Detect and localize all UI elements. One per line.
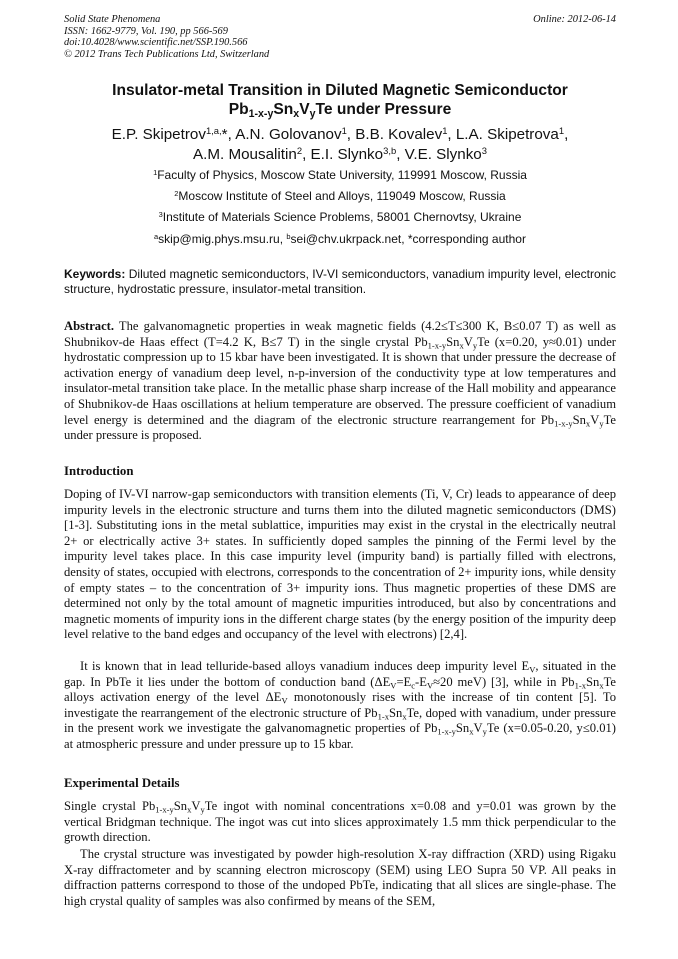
doi-line: doi:10.4028/www.scientific.net/SSP.190.566 [64,37,248,49]
online-date: Online: 2012-06-14 [533,14,616,25]
introduction-paragraph-1: Doping of IV-VI narrow-gap semiconductors with transition elements (Ti, V, Cr) leads to appearance of deep impurity levels in the electronic structure and turns them into the diluted magnetic semiconductors (DMS) [1-3]. Substituting ions in the metal sublattice, impurities may exist in the crystal in the electrically neutral 2+ or electrically active 3+ states. In sufficiently doped samples the pinning of the Fermi level by the impurity level takes place. In this case impurity level (impurity band) is partially filled with electrons, density of states, occupied with electrons, corresponds to the concentration of 2+ impurity ions, while density of empty states – to the concentration of 3+ impurity ions. Thus magnetic properties of these DMS are determined not only by the total amount of magnetic impurities introduced, but also by concentrations and magnetic moments of impurity ions in the different charge states (by the energy position of the impurity deep level relative to the band edges and occupancy of the level with electrons) [2,4]. [64,487,617,642]
experimental-paragraph-1: Single crystal $Pb_{1-x-y}Sn_xV_yTe$ ingot with nominal concentrations x=0.08 and y=0.01 was grown by the vertical Bridgman technique. The ingot was cut into slices approximately 1.5 mm thick perpendicular to the growth direction. [64,799,616,845]
issn-line: ISSN: 1662-9779, Vol. 190, pp 566-569 [64,25,228,37]
author-list [64,125,616,165]
keywords-text: Diluted magnetic semiconductors, IV-VI semiconductors, vanadium impurity level, electronic structure, hydrostatic pressure, insulator-metal transition. [64,267,616,296]
journal-header [64,14,616,60]
section-heading-introduction: Introduction [64,464,134,478]
formula: $Pb_{1-x-y}Sn_xV_yTe$ [414,334,490,351]
affiliation-3: $^3$Institute of Materials Science Problems, 58001 Chernovtsy, Ukraine [158,209,522,224]
affiliation-2: $^2$Moscow Institute of Steel and Alloys, 119049 Moscow, Russia [174,188,506,203]
introduction-paragraph-2: It is known that in lead telluride-based alloys vanadium induces deep impurity level $E_V$, situated in the gap. In PbTe it lies under the bottom of conduction band ($\Delta E_V=E_c-E_V\approx 20$ meV) [3], while in $Pb_{1-x}Sn_xTe$ alloys activation energy of the level $\Delta E_V$ monotonously rises with the increase of tin content [5]. To investigate the rearrangement of the electronic structure of $Pb_{1-x}Sn_xTe$, doped with vanadium, under pressure in the present work we investigate the galvanomagnetic properties of $Pb_{1-x-y}Sn_xV_yTe$ (x=0.05-0.20, y≤0.01) at atmospheric pressure and under pressure up to 15 kbar. [64,659,616,751]
keywords [64,267,616,297]
author-line-2: A.M. Mousalitin$^2$, E.I. Slynko$^{3,b}$, V.E. Slynko$^3$ [193,144,487,163]
email-line: $^a$skip@mig.phys.msu.ru, $^b$sei@chv.ukrpack.net, *corresponding author [154,231,526,246]
title-line-1: Insulator-metal Transition in Diluted Magnetic Semiconductor [112,82,568,99]
author-line-1: E.P. Skipetrov$^{1,a,}$*, A.N. Golovanov$^1$, B.B. Kovalev$^1$, L.A. Skipetrova$^1$, [111,124,569,143]
title-line-2: $Pb_{1-x-y}Sn_xV_yTe$ under Pressure [228,101,452,121]
affiliation-1: $^1$Faculty of Physics, Moscow State University, 119991 Moscow, Russia [153,167,527,182]
abstract-label: Abstract. [64,319,115,333]
paper-title [64,81,616,119]
formula: $Pb_{1-x-y}Sn_xV_yTe$ [540,412,616,429]
copyright-line: © 2012 Trans Tech Publications Ltd, Switzerland [64,48,270,60]
section-heading-experimental: Experimental Details [64,776,180,790]
keywords-label: Keywords: [64,267,126,281]
journal-name: Solid State Phenomena [64,14,161,25]
abstract: Abstract. The galvanomagnetic properties in weak magnetic fields (4.2≤T≤300 K, B≤0.07 T) as well as Shubnikov-de Haas effect (T=4.2 K, B≤7 T) in the single crystal $Pb_{1-x-y}Sn_xV_yTe$ (x=0.20, y≈0.01) under hydrostatic compression up to 15 kbar have been investigated. It is shown that under pressure the decrease of activation energy of vanadium deep level, n-p-inversion of the conductivity type at low temperatures and insulator-metal transition take place. In the metallic phase sharp increase of the Hall mobility and appearance of Shubnikov-de Haas oscillations at helium temperature are observed. The pressure coefficient of vanadium level energy is determined and the diagram of the electronic structure rearrangement for $Pb_{1-x-y}Sn_xV_yTe$ under pressure is proposed. [64,319,617,443]
experimental-paragraph-2: The crystal structure was investigated by powder high-resolution X-ray diffraction (XRD) using Rigaku X-ray diffractometer and by scanning electron microscopy (SEM) using LEO Supra 50 VP. All peaks in diffraction patterns correspond to those of the undoped PbTe, indicating that all slices are single-phase. The high crystal quality of samples was also confirmed by means of the SEM, [64,847,616,908]
